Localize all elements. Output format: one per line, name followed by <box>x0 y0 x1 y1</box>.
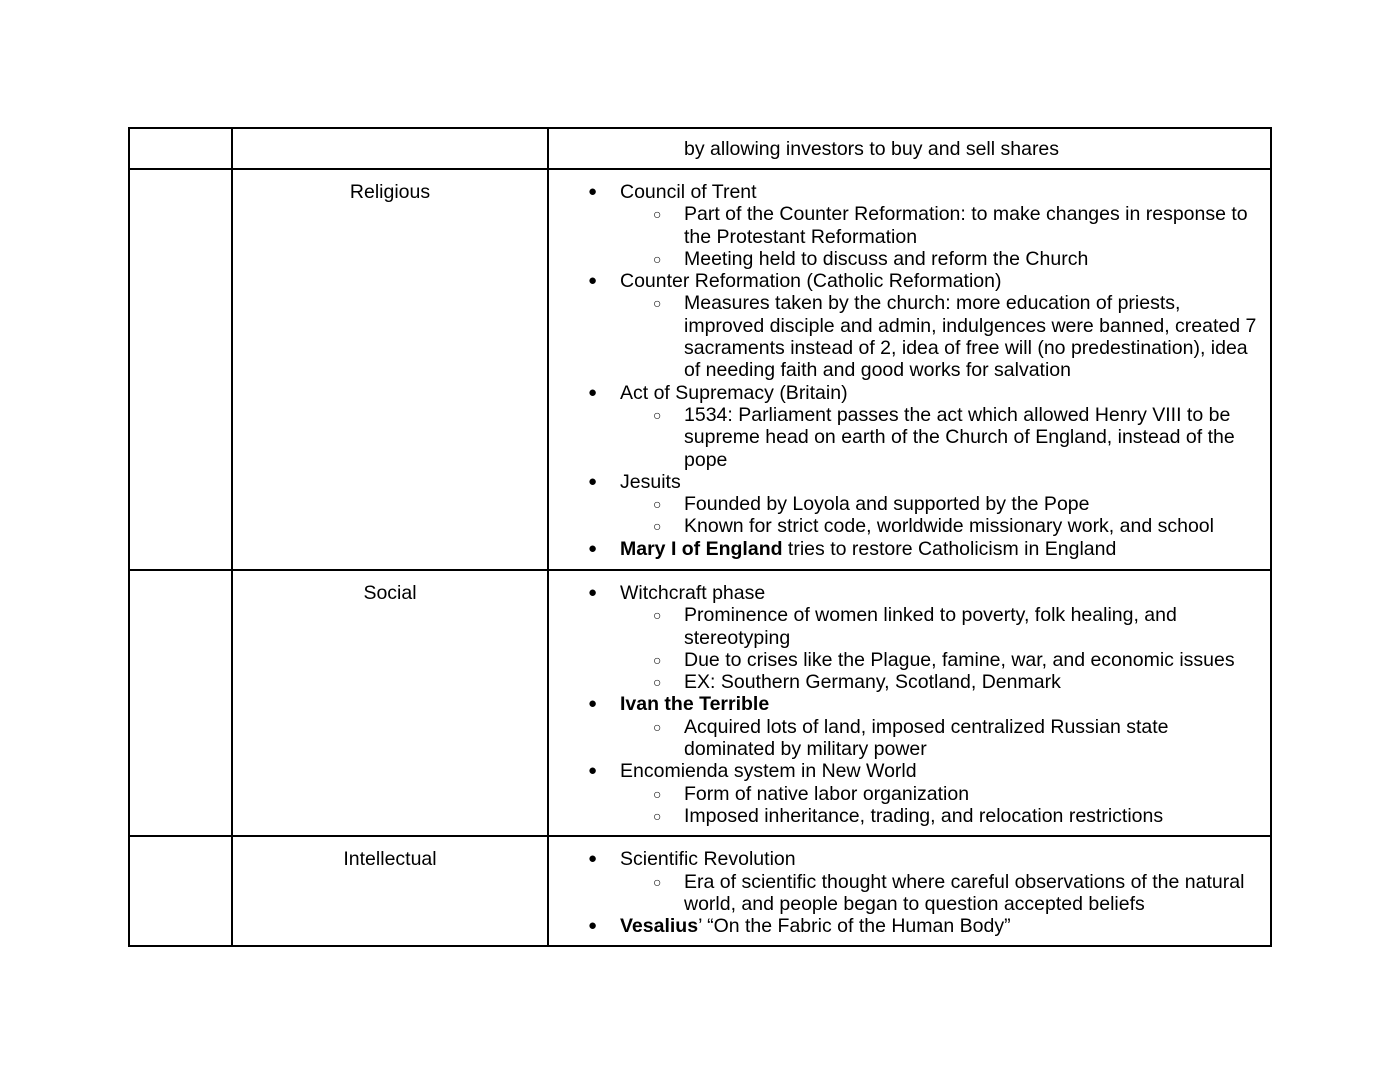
hollow-bullet-icon: ○ <box>653 674 662 691</box>
sub-list-item: ○ Measures taken by the church: more education of priests, improved disciple and admin, indulgences were banned, created 7 sacraments instead of 2, idea of free will (no predestination), idea of needing faith and good works for salvation <box>653 292 1257 382</box>
bullet-list <box>549 181 1260 560</box>
sub-list-item: ○ EX: Southern Germany, Scotland, Denmark <box>653 671 1061 694</box>
sub-list <box>620 716 1260 761</box>
sub-list <box>620 292 1260 381</box>
sub-list-item: ○ Imposed inheritance, trading, and relocation restrictions <box>653 804 1164 827</box>
table-row-continuation <box>129 128 1271 169</box>
sub-list-item: ○ Founded by Loyola and supported by the Pope <box>653 493 1090 516</box>
sub-list <box>620 404 1260 471</box>
hollow-bullet-icon: ○ <box>653 718 662 735</box>
hollow-bullet-icon: ○ <box>653 206 662 223</box>
sub-list-item: ○ Meeting held to discuss and reform the Church <box>653 247 1089 270</box>
hollow-bullet-icon: ○ <box>653 873 662 890</box>
list-item <box>549 760 1260 827</box>
sub-list-item: ○ 1534: Parliament passes the act which allowed Henry VIII to be supreme head on earth of the Church of England, instead of the pope <box>653 403 1235 471</box>
list-item <box>549 471 1260 538</box>
sub-list-item: ○ Form of native labor organization <box>653 782 970 805</box>
content-cell <box>548 570 1271 836</box>
bullet-icon: ● <box>588 183 598 200</box>
table-row-social <box>129 570 1271 836</box>
bold-term: Mary I of England <box>620 537 783 560</box>
content-cell <box>548 836 1271 946</box>
item-text: ’ “On the Fabric of the Human Body” <box>698 915 1011 938</box>
bullet-icon: ● <box>588 383 598 401</box>
category-label-religious: Religious <box>349 181 431 203</box>
list-item <box>549 270 1260 381</box>
bold-term: Vesalius <box>620 915 699 938</box>
sub-list <box>620 604 1260 693</box>
category-cell <box>232 836 548 946</box>
bullet-icon: ● <box>588 917 598 935</box>
hollow-bullet-icon: ○ <box>653 807 662 824</box>
sub-list <box>620 871 1260 916</box>
empty-cell <box>129 570 232 836</box>
sub-list-item: ○ Era of scientific thought where careful observations of the natural world, and people began to question accepted beliefs <box>653 870 1245 915</box>
hollow-bullet-icon: ○ <box>653 607 662 624</box>
list-item <box>549 538 1260 560</box>
list-item <box>549 181 1260 270</box>
sub-list-item: ○ Known for strict code, worldwide missionary work, and school <box>653 515 1214 538</box>
sub-list <box>620 203 1260 270</box>
list-item <box>549 848 1260 915</box>
sub-list <box>620 783 1260 828</box>
bullet-icon: ● <box>588 272 598 290</box>
item-text: tries to restore Catholicism in England <box>782 537 1117 560</box>
list-item <box>549 915 1260 937</box>
bold-term: Ivan the Terrible <box>620 693 770 716</box>
hollow-bullet-icon: ○ <box>653 496 662 513</box>
item-title: Counter Reformation (Catholic Reformation) <box>620 270 1002 293</box>
bullet-list <box>549 848 1260 937</box>
bullet-icon: ● <box>588 539 598 557</box>
hollow-bullet-icon: ○ <box>653 518 662 535</box>
item-title: Act of Supremacy (Britain) <box>620 381 848 404</box>
list-item <box>549 382 1260 471</box>
empty-cell <box>129 836 232 946</box>
content-cell <box>548 128 1271 169</box>
bullet-icon: ● <box>588 850 598 868</box>
empty-cell <box>129 128 232 169</box>
empty-cell <box>232 128 548 169</box>
bullet-list <box>549 582 1260 827</box>
list-item <box>549 693 1260 760</box>
sub-list-item: ○ Due to crises like the Plague, famine, war, and economic issues <box>653 648 1235 671</box>
notes-table <box>128 127 1272 947</box>
category-label-social: Social <box>363 582 417 604</box>
hollow-bullet-icon: ○ <box>653 295 662 312</box>
hollow-bullet-icon: ○ <box>653 250 662 267</box>
sub-list-item: ○ Part of the Counter Reformation: to make changes in response to the Protestant Reformation <box>653 203 1248 248</box>
list-item <box>549 582 1260 693</box>
bullet-icon: ● <box>588 762 598 780</box>
item-title: Witchcraft phase <box>620 582 766 604</box>
sub-list-item: ○ Prominence of women linked to poverty, folk healing, and stereotyping <box>653 604 1177 649</box>
item-title: Jesuits <box>620 470 681 493</box>
empty-cell <box>129 169 232 570</box>
sub-list-item: ○ Acquired lots of land, imposed centralized Russian state dominated by military power <box>653 715 1169 761</box>
item-title: Encomienda system in New World <box>620 760 917 783</box>
category-cell <box>232 570 548 836</box>
hollow-bullet-icon: ○ <box>653 785 662 802</box>
category-label-intellectual: Intellectual <box>343 848 437 871</box>
bullet-icon: ● <box>588 695 598 713</box>
table-row-intellectual <box>129 836 1271 946</box>
item-title: Scientific Revolution <box>620 848 796 871</box>
category-cell <box>232 169 548 570</box>
sub-list <box>620 493 1260 538</box>
continuation-text: by allowing investors to buy and sell shares <box>684 138 1060 160</box>
hollow-bullet-icon: ○ <box>653 651 662 668</box>
content-cell <box>548 169 1271 570</box>
bullet-icon: ● <box>588 584 598 601</box>
item-title: Council of Trent <box>620 181 757 203</box>
hollow-bullet-icon: ○ <box>653 406 662 423</box>
table-row-religious <box>129 169 1271 570</box>
bullet-icon: ● <box>588 472 598 490</box>
